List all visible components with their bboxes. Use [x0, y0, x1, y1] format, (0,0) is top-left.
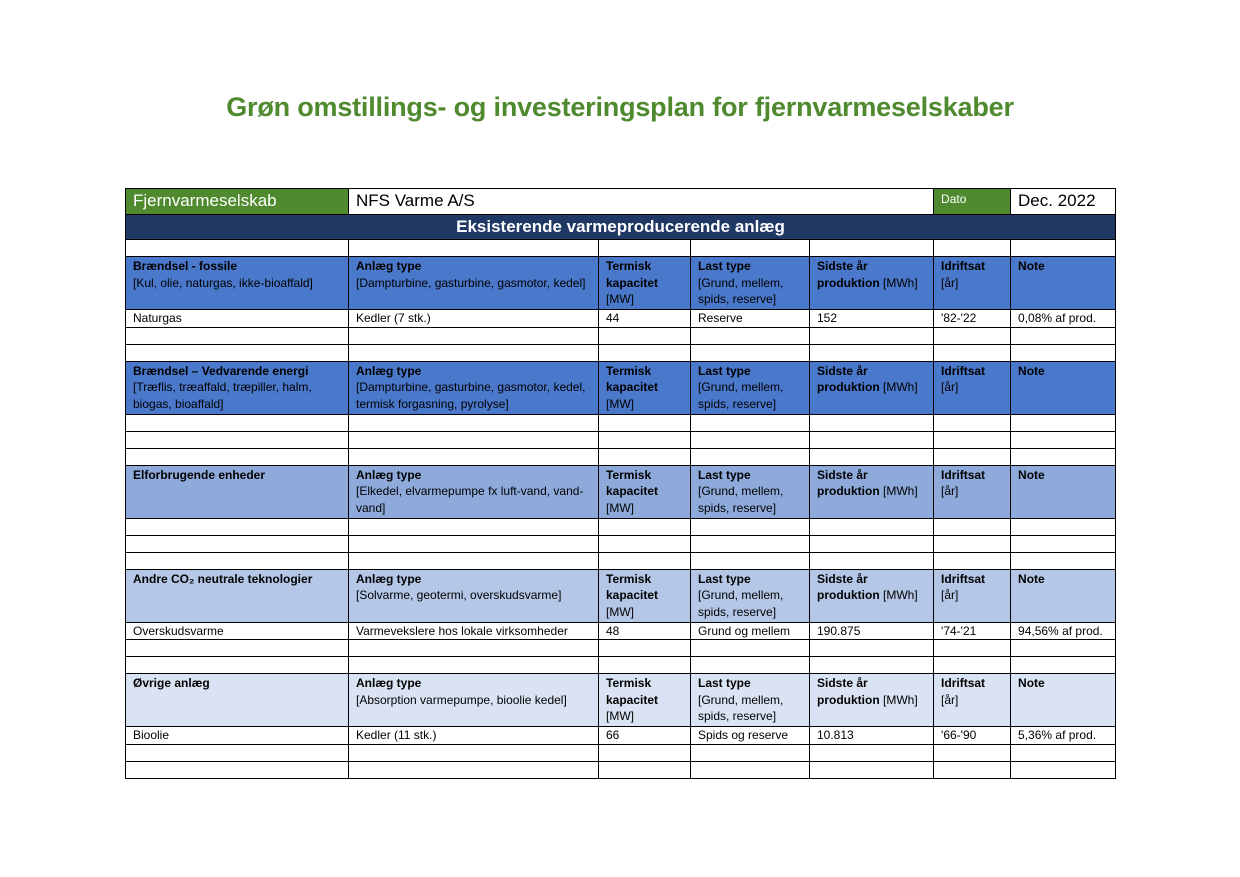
col-anlaeg: Anlæg type [Solvarme, geotermi, overskudsvarme]: [349, 569, 599, 622]
col-note: Note: [1011, 465, 1116, 518]
company-row: [126, 189, 1116, 215]
cell-note: 0,08% af prod.: [1011, 310, 1116, 328]
cell-braendsel: Overskudsvarme: [126, 622, 349, 640]
cell-anlaeg: Kedler (11 stk.): [349, 727, 599, 745]
table-row: [126, 310, 1116, 328]
section-banner: [126, 215, 1116, 240]
cell-kapacitet: 66: [599, 727, 691, 745]
col-termisk: Termisk kapacitet [MW]: [599, 569, 691, 622]
col-anlaeg: Anlæg type [Dampturbine, gasturbine, gasmotor, kedel, termisk forgasning, pyrolyse]: [349, 361, 599, 414]
table-row: [126, 761, 1116, 778]
col-last: Last type [Grund, mellem, spids, reserve]: [691, 257, 810, 310]
table-row: [126, 518, 1116, 535]
cell-last: Reserve: [691, 310, 810, 328]
cell-braendsel: Naturgas: [126, 310, 349, 328]
col-braendsel: Brændsel - fossile [Kul, olie, naturgas, ikke-bioaffald]: [126, 257, 349, 310]
col-sidste: Sidste år produktion [MWh]: [810, 569, 934, 622]
plant-table: [125, 188, 1116, 779]
col-note: Note: [1011, 569, 1116, 622]
col-last: Last type [Grund, mellem, spids, reserve]: [691, 465, 810, 518]
table-row: [126, 327, 1116, 344]
col-last: Last type [Grund, mellem, spids, reserve]: [691, 674, 810, 727]
col-idrift: Idriftsat [år]: [934, 674, 1011, 727]
banner-title: Eksisterende varmeproducerende anlæg: [126, 215, 1116, 240]
table-row: [126, 535, 1116, 552]
col-termisk: Termisk kapacitet [MW]: [599, 257, 691, 310]
cell-braendsel: Bioolie: [126, 727, 349, 745]
cell-kapacitet: 44: [599, 310, 691, 328]
date-value: Dec. 2022: [1011, 189, 1116, 215]
table-row: [126, 622, 1116, 640]
cell-note: 5,36% af prod.: [1011, 727, 1116, 745]
cell-kapacitet: 48: [599, 622, 691, 640]
cell-anlaeg: Kedler (7 stk.): [349, 310, 599, 328]
company-name: NFS Varme A/S: [349, 189, 934, 215]
company-label: Fjernvarmeselskab: [126, 189, 349, 215]
col-idrift: Idriftsat [år]: [934, 569, 1011, 622]
col-termisk: Termisk kapacitet [MW]: [599, 361, 691, 414]
col-braendsel: Brændsel – Vedvarende energi [Træflis, træaffald, træpiller, halm, biogas, bioaffald]: [126, 361, 349, 414]
table-row: [126, 640, 1116, 657]
page-title: Grøn omstillings- og investeringsplan for fjernvarmeselskaber: [226, 92, 1014, 122]
col-braendsel: Andre CO₂ neutrale teknologier: [126, 569, 349, 622]
cell-produktion: 190.875: [810, 622, 934, 640]
section-header-el: [126, 465, 1116, 518]
table-row: [126, 657, 1116, 674]
col-note: Note: [1011, 361, 1116, 414]
section-header-vedvarende: [126, 361, 1116, 414]
section-header-fossile: [126, 257, 1116, 310]
col-anlaeg: Anlæg type [Dampturbine, gasturbine, gasmotor, kedel]: [349, 257, 599, 310]
col-last: Last type [Grund, mellem, spids, reserve]: [691, 569, 810, 622]
cell-note: 94,56% af prod.: [1011, 622, 1116, 640]
col-anlaeg: Anlæg type [Absorption varmepumpe, bioolie kedel]: [349, 674, 599, 727]
col-sidste: Sidste år produktion [MWh]: [810, 465, 934, 518]
table-row: [126, 448, 1116, 465]
date-label: Dato: [934, 189, 1011, 215]
col-idrift: Idriftsat [år]: [934, 257, 1011, 310]
table-row: [126, 744, 1116, 761]
cell-idriftsat: '74-'21: [934, 622, 1011, 640]
section-header-co2: [126, 569, 1116, 622]
cell-idriftsat: '82-'22: [934, 310, 1011, 328]
cell-last: Grund og mellem: [691, 622, 810, 640]
col-idrift: Idriftsat [år]: [934, 465, 1011, 518]
col-sidste: Sidste år produktion [MWh]: [810, 257, 934, 310]
cell-anlaeg: Varmevekslere hos lokale virksomheder: [349, 622, 599, 640]
table-row: [126, 414, 1116, 431]
cell-last: Spids og reserve: [691, 727, 810, 745]
table-row: [126, 552, 1116, 569]
col-note: Note: [1011, 257, 1116, 310]
cell-idriftsat: '66-'90: [934, 727, 1011, 745]
cell-produktion: 152: [810, 310, 934, 328]
col-termisk: Termisk kapacitet [MW]: [599, 465, 691, 518]
col-termisk: Termisk kapacitet [MW]: [599, 674, 691, 727]
col-idrift: Idriftsat [år]: [934, 361, 1011, 414]
col-anlaeg: Anlæg type [Elkedel, elvarmepumpe fx luft-vand, vand-vand]: [349, 465, 599, 518]
section-header-ovrige: [126, 674, 1116, 727]
col-braendsel: Elforbrugende enheder: [126, 465, 349, 518]
col-last: Last type [Grund, mellem, spids, reserve]: [691, 361, 810, 414]
col-braendsel: Øvrige anlæg: [126, 674, 349, 727]
table-row: [126, 344, 1116, 361]
table-row: [126, 727, 1116, 745]
cell-produktion: 10.813: [810, 727, 934, 745]
col-sidste: Sidste år produktion [MWh]: [810, 361, 934, 414]
col-note: Note: [1011, 674, 1116, 727]
col-sidste: Sidste år produktion [MWh]: [810, 674, 934, 727]
table-row: [126, 431, 1116, 448]
table-row: [126, 240, 1116, 257]
